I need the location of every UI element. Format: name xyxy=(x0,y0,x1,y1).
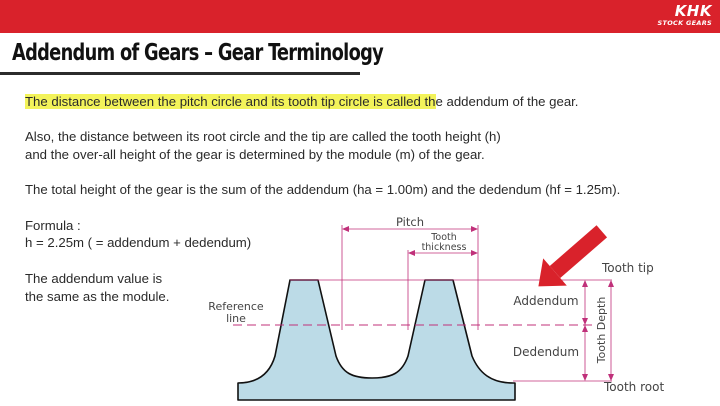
tooth-tip-label: Tooth tip xyxy=(602,261,654,275)
dedendum-arrow-top xyxy=(582,325,588,332)
tooth-depth-arrow-top xyxy=(608,280,614,287)
pitch-arrow-left xyxy=(342,226,349,232)
dedendum-label: Dedendum xyxy=(512,345,580,359)
formula-label: Formula : xyxy=(25,218,81,233)
thickness-arrow-right xyxy=(471,250,478,256)
pitch-arrow-right xyxy=(471,226,478,232)
highlighted-text: The distance between the pitch circle and its tooth tip circle is called th xyxy=(25,94,436,109)
tooth-root-label: Tooth root xyxy=(604,380,665,394)
paragraph-tooth-height-1: Also, the distance between its root circle and the tip are called the tooth height (h) xyxy=(25,129,501,144)
pitch-label: Pitch xyxy=(396,215,424,229)
tooth-depth-label: Tooth Depth xyxy=(595,296,608,364)
reference-line-label-2: line xyxy=(226,312,246,325)
tooth-thickness-label-1: Tooth xyxy=(431,232,457,243)
dedendum-arrow-bottom xyxy=(582,374,588,381)
logo-sub-text: STOCK GEARS xyxy=(657,19,712,27)
note-line-1: The addendum value is xyxy=(25,271,163,286)
paragraph-total-height: The total height of the gear is the sum of the addendum (ha = 1.00m) and the dedendum (hf = 1.25m). xyxy=(25,182,621,197)
paragraph-tooth-height-2: and the over-all height of the gear is determined by the module (m) of the gear. xyxy=(25,147,485,162)
gear-tooth-profile xyxy=(238,280,515,400)
note-line-2: the same as the module. xyxy=(25,289,170,304)
addendum-arrow-top xyxy=(582,280,588,287)
red-pointer-arrow-icon xyxy=(527,218,614,300)
addendum-arrow-bottom xyxy=(582,318,588,325)
reference-line-label-1: Reference xyxy=(208,300,264,313)
paragraph-text: e addendum of the gear. xyxy=(435,94,579,109)
formula-text: h = 2.25m ( = addendum + dedendum) xyxy=(25,235,252,250)
logo-main-text: KHK xyxy=(674,2,712,20)
addendum-label: Addendum xyxy=(513,294,579,308)
tooth-thickness-label-2: thickness xyxy=(421,242,467,253)
page-title: Addendum of Gears – Gear Terminology xyxy=(12,40,384,66)
thickness-arrow-left xyxy=(408,250,415,256)
